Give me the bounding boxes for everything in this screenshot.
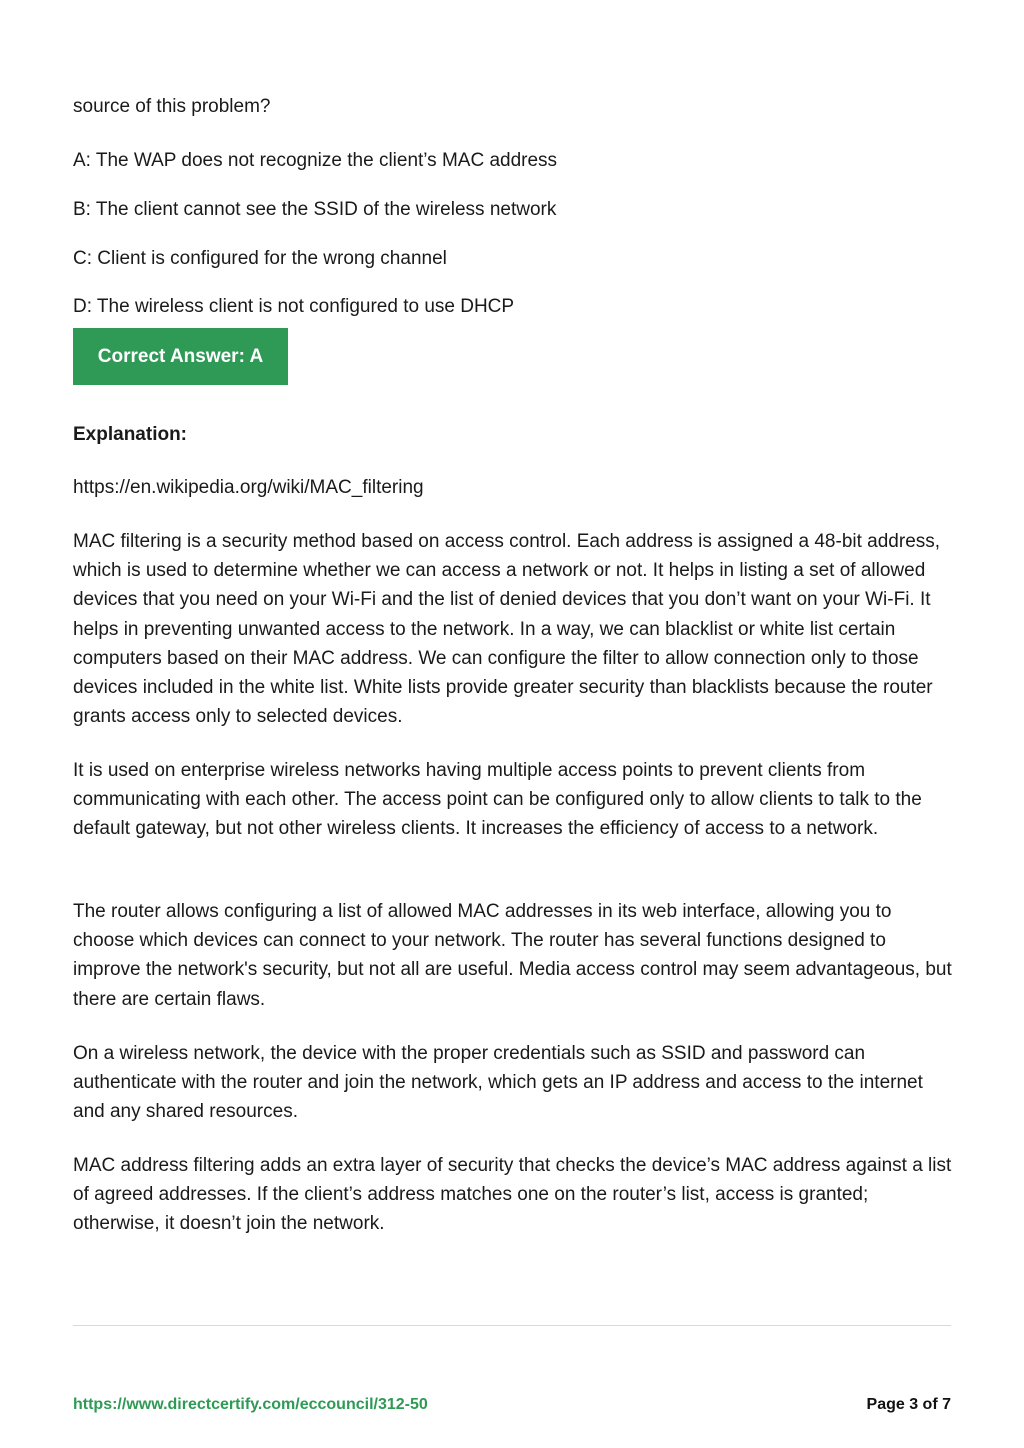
explanation-paragraph-1: MAC filtering is a security method based on access control. Each address is assigned a 48-bit address, which is used to determine whether we can access a network or not. It helps in listing a set of allowed devices that you need on your Wi-Fi and the list of denied devices that you don’t want on your Wi-Fi. It helps in preventing unwanted access to the network. In a way, we can blacklist or white list certain computers based on their MAC address. We can configure the filter to allow connection only to those devices included in the white list. White lists provide greater security than blacklists because the router grants access only to selected devices. — [73, 531, 941, 728]
option-c: C: Client is configured for the wrong channel — [73, 248, 447, 269]
explanation-paragraph-5: MAC address filtering adds an extra layer of security that checks the device’s MAC address against a list of agreed addresses. If the client’s address matches one on the router’s list, access is granted; otherwise, it doesn’t join the network. — [73, 1155, 952, 1235]
correct-answer-badge: Correct Answer: A — [73, 328, 288, 385]
footer-divider — [73, 1325, 951, 1326]
explanation-paragraph-4: On a wireless network, the device with the proper credentials such as SSID and password can authenticate with the router and join the network, which gets an IP address and access to the internet and any shared resources. — [73, 1043, 923, 1123]
option-a: A: The WAP does not recognize the client’s MAC address — [73, 150, 558, 171]
option-b: B: The client cannot see the SSID of the wireless network — [73, 199, 557, 220]
option-d: D: The wireless client is not configured to use DHCP — [73, 296, 515, 317]
question-tail: source of this problem? — [73, 96, 271, 117]
explanation-paragraph-3: The router allows configuring a list of allowed MAC addresses in its web interface, allowing you to choose which devices can connect to your network. The router has several functions designed to improve the network's security, but not all are useful. Media access control may seem advantageous, but there are certain flaws. — [73, 901, 952, 1010]
reference-link[interactable]: https://en.wikipedia.org/wiki/MAC_filtering — [73, 477, 424, 498]
page-number: Page 3 of 7 — [866, 1396, 951, 1413]
explanation-paragraph-2: It is used on enterprise wireless networks having multiple access points to prevent clients from communicating with each other. The access point can be configured only to allow clients to talk to the default gateway, but not other wireless clients. It increases the efficiency of access to a network. — [73, 760, 922, 840]
explanation-heading: Explanation: — [73, 424, 188, 445]
footer-url-link[interactable]: https://www.directcertify.com/eccouncil/312-50 — [73, 1396, 428, 1413]
